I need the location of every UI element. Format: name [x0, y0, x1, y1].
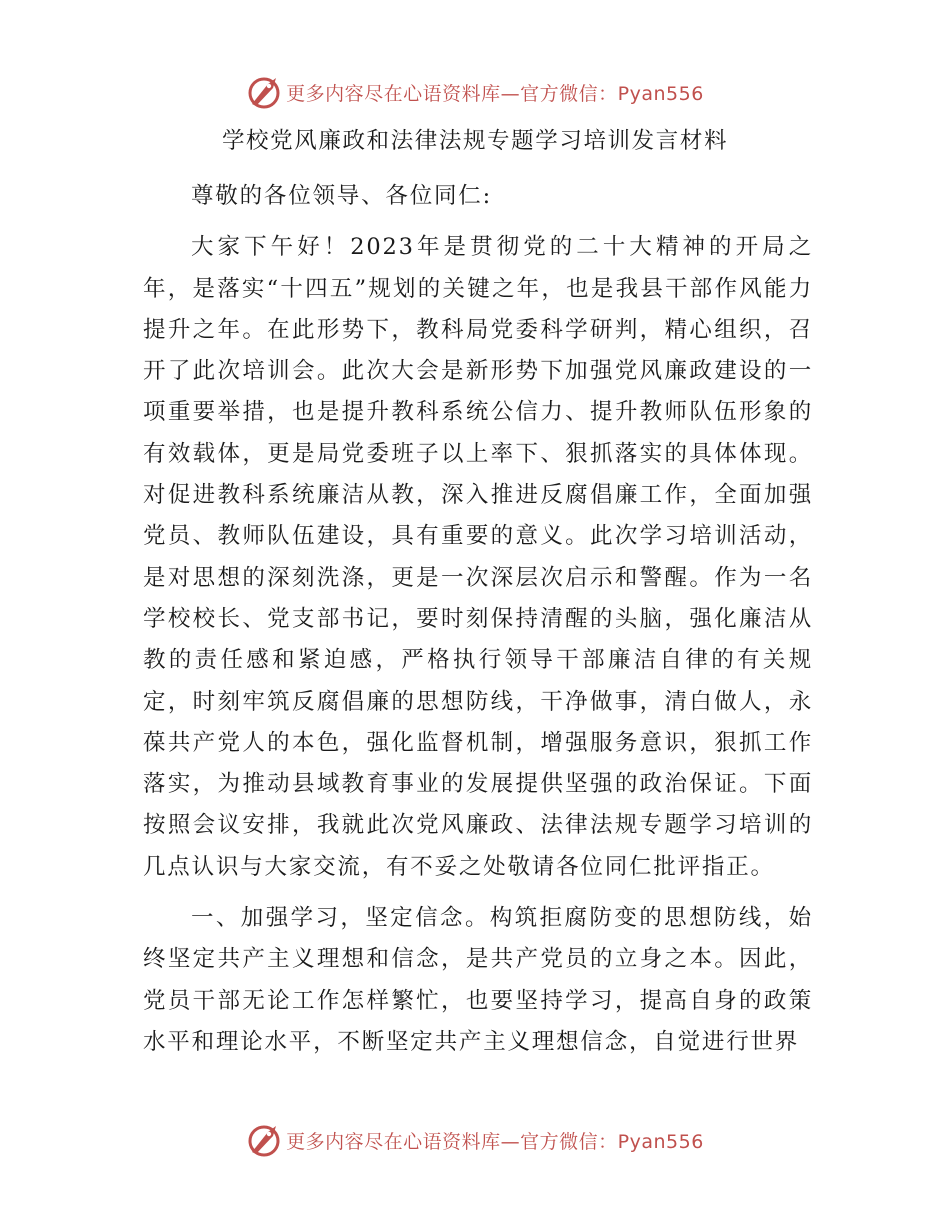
watermark-header: [0, 72, 950, 112]
paragraph: 大家下午好！2023年是贯彻党的二十大精神的开局之年，是落实“十四五”规划的关键之年，也是我县干部作风能力提升之年。在此形势下，教科局党委科学研判，精心组织，召开了此次培训会。此次大会是新形势下加强党风廉政建设的一项重要举措，也是提升教科系统公信力、提升教师队伍形象的有效载体，更是局党委班子以上率下、狠抓落实的具体体现。对促进教科系统廉洁从教，深入推进反腐倡廉工作，全面加强党员、教师队伍建设，具有重要的意义。此次学习培训活动，是对思想的深刻洗涤，更是一次深层次启示和警醒。作为一名学校校长、党支部书记，要时刻保持清醒的头脑，强化廉洁从教的责任感和紧迫感，严格执行领导干部廉洁自律的有关规定，时刻牢筑反腐倡廉的思想防线，干净做事，清白做人，永葆共产党人的本色，强化监督机制，增强服务意识，狠抓工作落实，为推动县域教育事业的发展提供坚强的政治保证。下面按照会议安排，我就此次党风廉政、法律法规专题学习培训的几点认识与大家交流，有不妥之处敬请各位同仁批评指正。: [143, 234, 813, 880]
document-title: 学校党风廉政和法律法规专题学习培训发言材料: [221, 128, 729, 154]
paragraph: 一、加强学习，坚定信念。构筑拒腐防变的思想防线，始终坚定共产主义理想和信念，是共产党员的立身之本。因此，党员干部无论工作怎样繁忙，也要坚持学习，提高自身的政策水平和理论水平，不断坚定共产主义理想信念，自觉进行世界: [143, 905, 813, 1055]
salutation: 尊敬的各位领导、各位同仁:: [191, 183, 492, 209]
watermark-text: 更多内容尽在心语资料库—官方微信：Pyan556: [286, 1130, 704, 1153]
watermark-footer: [0, 1120, 950, 1160]
watermark-text: 更多内容尽在心语资料库—官方微信：Pyan556: [286, 82, 704, 105]
pen-nib-logo-icon: [246, 1122, 282, 1158]
pen-nib-logo-icon: [246, 74, 282, 110]
document-body: [143, 147, 813, 1063]
